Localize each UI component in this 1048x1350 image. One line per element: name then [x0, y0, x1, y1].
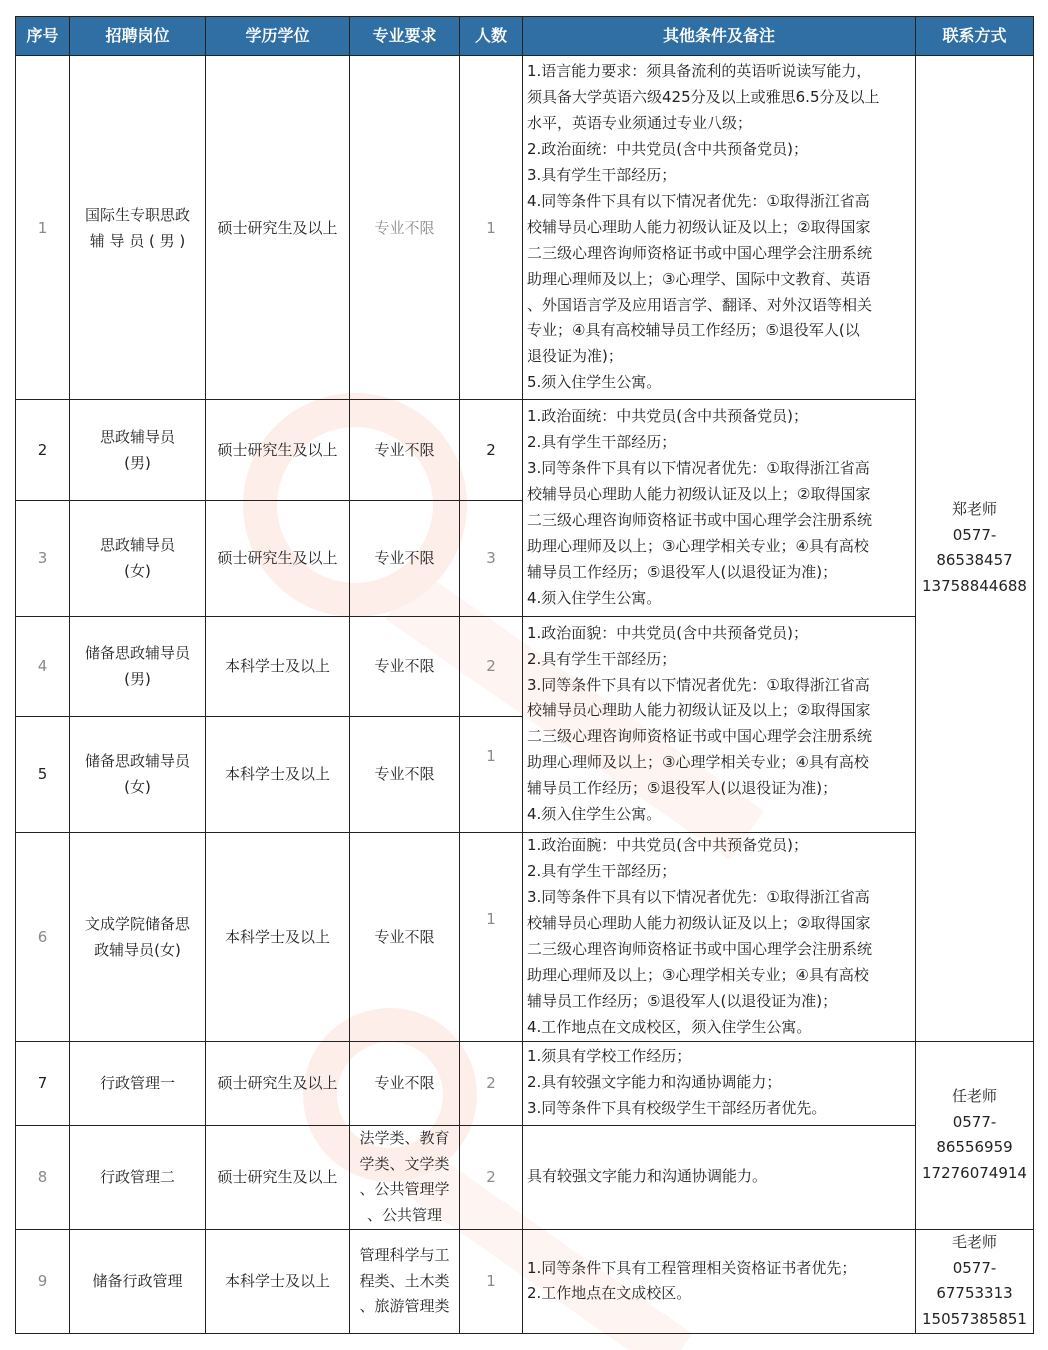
contact-mao: 毛老师 0577- 67753313 15057385851 [916, 1229, 1034, 1333]
row-count: 1 [460, 56, 523, 400]
row-degree: 本科学士及以上 [206, 833, 350, 1042]
header-contact: 联系方式 [916, 17, 1034, 56]
row-count: 2 [460, 400, 523, 500]
row-no: 1 [16, 56, 70, 400]
row-major: 管理科学与工 程类、土木类 、旅游管理类 [350, 1229, 460, 1333]
header-count: 人数 [460, 17, 523, 56]
row-degree: 本科学士及以上 [206, 616, 350, 716]
header-notes: 其他条件及备注 [523, 17, 916, 56]
contact-ren: 任老师 0577- 86556959 17276074914 [916, 1041, 1034, 1229]
header-degree: 学历学位 [206, 17, 350, 56]
row-position: 思政辅导员 (女) [70, 500, 206, 616]
row-no: 9 [16, 1229, 70, 1333]
row-position: 行政管理二 [70, 1125, 206, 1229]
row-notes: 具有较强文字能力和沟通协调能力。 [523, 1125, 916, 1229]
row-notes: 1.政治面貌：中共党员(含中共预备党员)； 2.具有学生干部经历； 3.同等条件下具有以下情况者优先：①取得浙江省高 校辅导员心理助人能力初级认证及以上；②取得国家 二三级心理咨询师资格证书或中国心理学会注册系统 助理心理师及以上；③心理学相关专业；④具有高校 辅导员工作经历；⑤退役军人(以退役证为准)； 4.须入住学生公寓。 [523, 616, 916, 832]
row-no: 7 [16, 1041, 70, 1125]
row-no: 3 [16, 500, 70, 616]
row-count: 2 [460, 616, 523, 716]
row-notes: 1.须具有学校工作经历； 2.具有较强文字能力和沟通协调能力； 3.同等条件下具有校级学生干部经历者优先。 [523, 1041, 916, 1125]
row-major: 专业不限 [350, 500, 460, 616]
row-notes: 1.语言能力要求：须具备流利的英语听说读写能力， 须具备大学英语六级425分及以上或雅思6.5分及以上 水平，英语专业须通过专业八级； 2.政治面统：中共党员(含中共预备党员)； 3.具有学生干部经历； 4.同等条件下具有以下情况者优先：①取得浙江省高 校辅导员心理助人能力初级认证及以上；②取得国家 二三级心理咨询师资格证书或中国心理学会注册系统 助理心理师及以上；③心理学、国际中文教育、英语 、外国语言学及应用语言学、翻译、对外汉语等相关 专业；④具有高校辅导员工作经历；⑤退役军人(以 退役证为准)； 5.须入住学生公寓。 [523, 56, 916, 400]
row-no: 5 [16, 716, 70, 832]
row-no: 2 [16, 400, 70, 500]
row-degree: 本科学士及以上 [206, 716, 350, 832]
row-count: 2 [460, 1125, 523, 1229]
table-row [16, 616, 1034, 716]
row-major: 专业不限 [350, 716, 460, 832]
count-value: 1 [486, 909, 496, 928]
row-count [460, 833, 523, 1042]
row-degree: 本科学士及以上 [206, 1229, 350, 1333]
table-row [16, 56, 1034, 400]
contact-zheng: 郑老师 0577- 86538457 13758844688 [916, 56, 1034, 1042]
recruitment-table [15, 16, 1034, 1334]
table-row [16, 1041, 1034, 1125]
row-notes: 1.同等条件下具有工程管理相关资格证书者优先； 2.工作地点在文成校区。 [523, 1229, 916, 1333]
row-degree: 硕士研究生及以上 [206, 1041, 350, 1125]
row-count: 1 [460, 1229, 523, 1333]
table-row [16, 833, 1034, 1042]
table-row [16, 400, 1034, 500]
row-notes: 1.政治面腕：中共党员(含中共预备党员)； 2.具有学生干部经历； 3.同等条件下具有以下情况者优先：①取得浙江省高 校辅导员心理助人能力初级认证及以上；②取得国家 二三级心理咨询师资格证书或中国心理学会注册系统 助理心理师及以上；③心理学相关专业；④具有高校 辅导员工作经历；⑤退役军人(以退役证为准)； 4.工作地点在文成校区，须入住学生公寓。 [523, 833, 916, 1042]
row-no: 8 [16, 1125, 70, 1229]
header-major: 专业要求 [350, 17, 460, 56]
row-position: 储备思政辅导员 (女) [70, 716, 206, 832]
row-position: 思政辅导员 (男) [70, 400, 206, 500]
row-major: 法学类、教育 学类、文学类 、公共管理学 、公共管理 [350, 1125, 460, 1229]
row-count [460, 716, 523, 832]
row-no: 6 [16, 833, 70, 1042]
row-position: 行政管理一 [70, 1041, 206, 1125]
row-degree: 硕士研究生及以上 [206, 1125, 350, 1229]
row-degree: 硕士研究生及以上 [206, 400, 350, 500]
row-count: 2 [460, 1041, 523, 1125]
row-no: 4 [16, 616, 70, 716]
row-major: 专业不限 [350, 1041, 460, 1125]
row-major: 专业不限 [350, 400, 460, 500]
row-major: 专业不限 [350, 616, 460, 716]
header-position: 招聘岗位 [70, 17, 206, 56]
row-degree: 硕士研究生及以上 [206, 500, 350, 616]
row-position: 国际生专职思政 辅 导 员 ( 男 ) [70, 56, 206, 400]
count-value: 1 [486, 747, 496, 766]
row-position: 文成学院储备思 政辅导员(女) [70, 833, 206, 1042]
row-position: 储备思政辅导员 (男) [70, 616, 206, 716]
header-row [16, 17, 1034, 56]
row-notes: 1.政治面统：中共党员(含中共预备党员)； 2.具有学生干部经历； 3.同等条件下具有以下情况者优先：①取得浙江省高 校辅导员心理助人能力初级认证及以上；②取得国家 二三级心理咨询师资格证书或中国心理学会注册系统 助理心理师及以上；③心理学相关专业；④具有高校 辅导员工作经历；⑤退役军人(以退役证为准)； 4.须入住学生公寓。 [523, 400, 916, 616]
table-row [16, 1229, 1034, 1333]
row-degree: 硕士研究生及以上 [206, 56, 350, 400]
header-no: 序号 [16, 17, 70, 56]
row-major: 专业不限 [350, 833, 460, 1042]
row-major: 专业不限 [350, 56, 460, 400]
row-count: 3 [460, 500, 523, 616]
row-position: 储备行政管理 [70, 1229, 206, 1333]
table-row [16, 1125, 1034, 1229]
